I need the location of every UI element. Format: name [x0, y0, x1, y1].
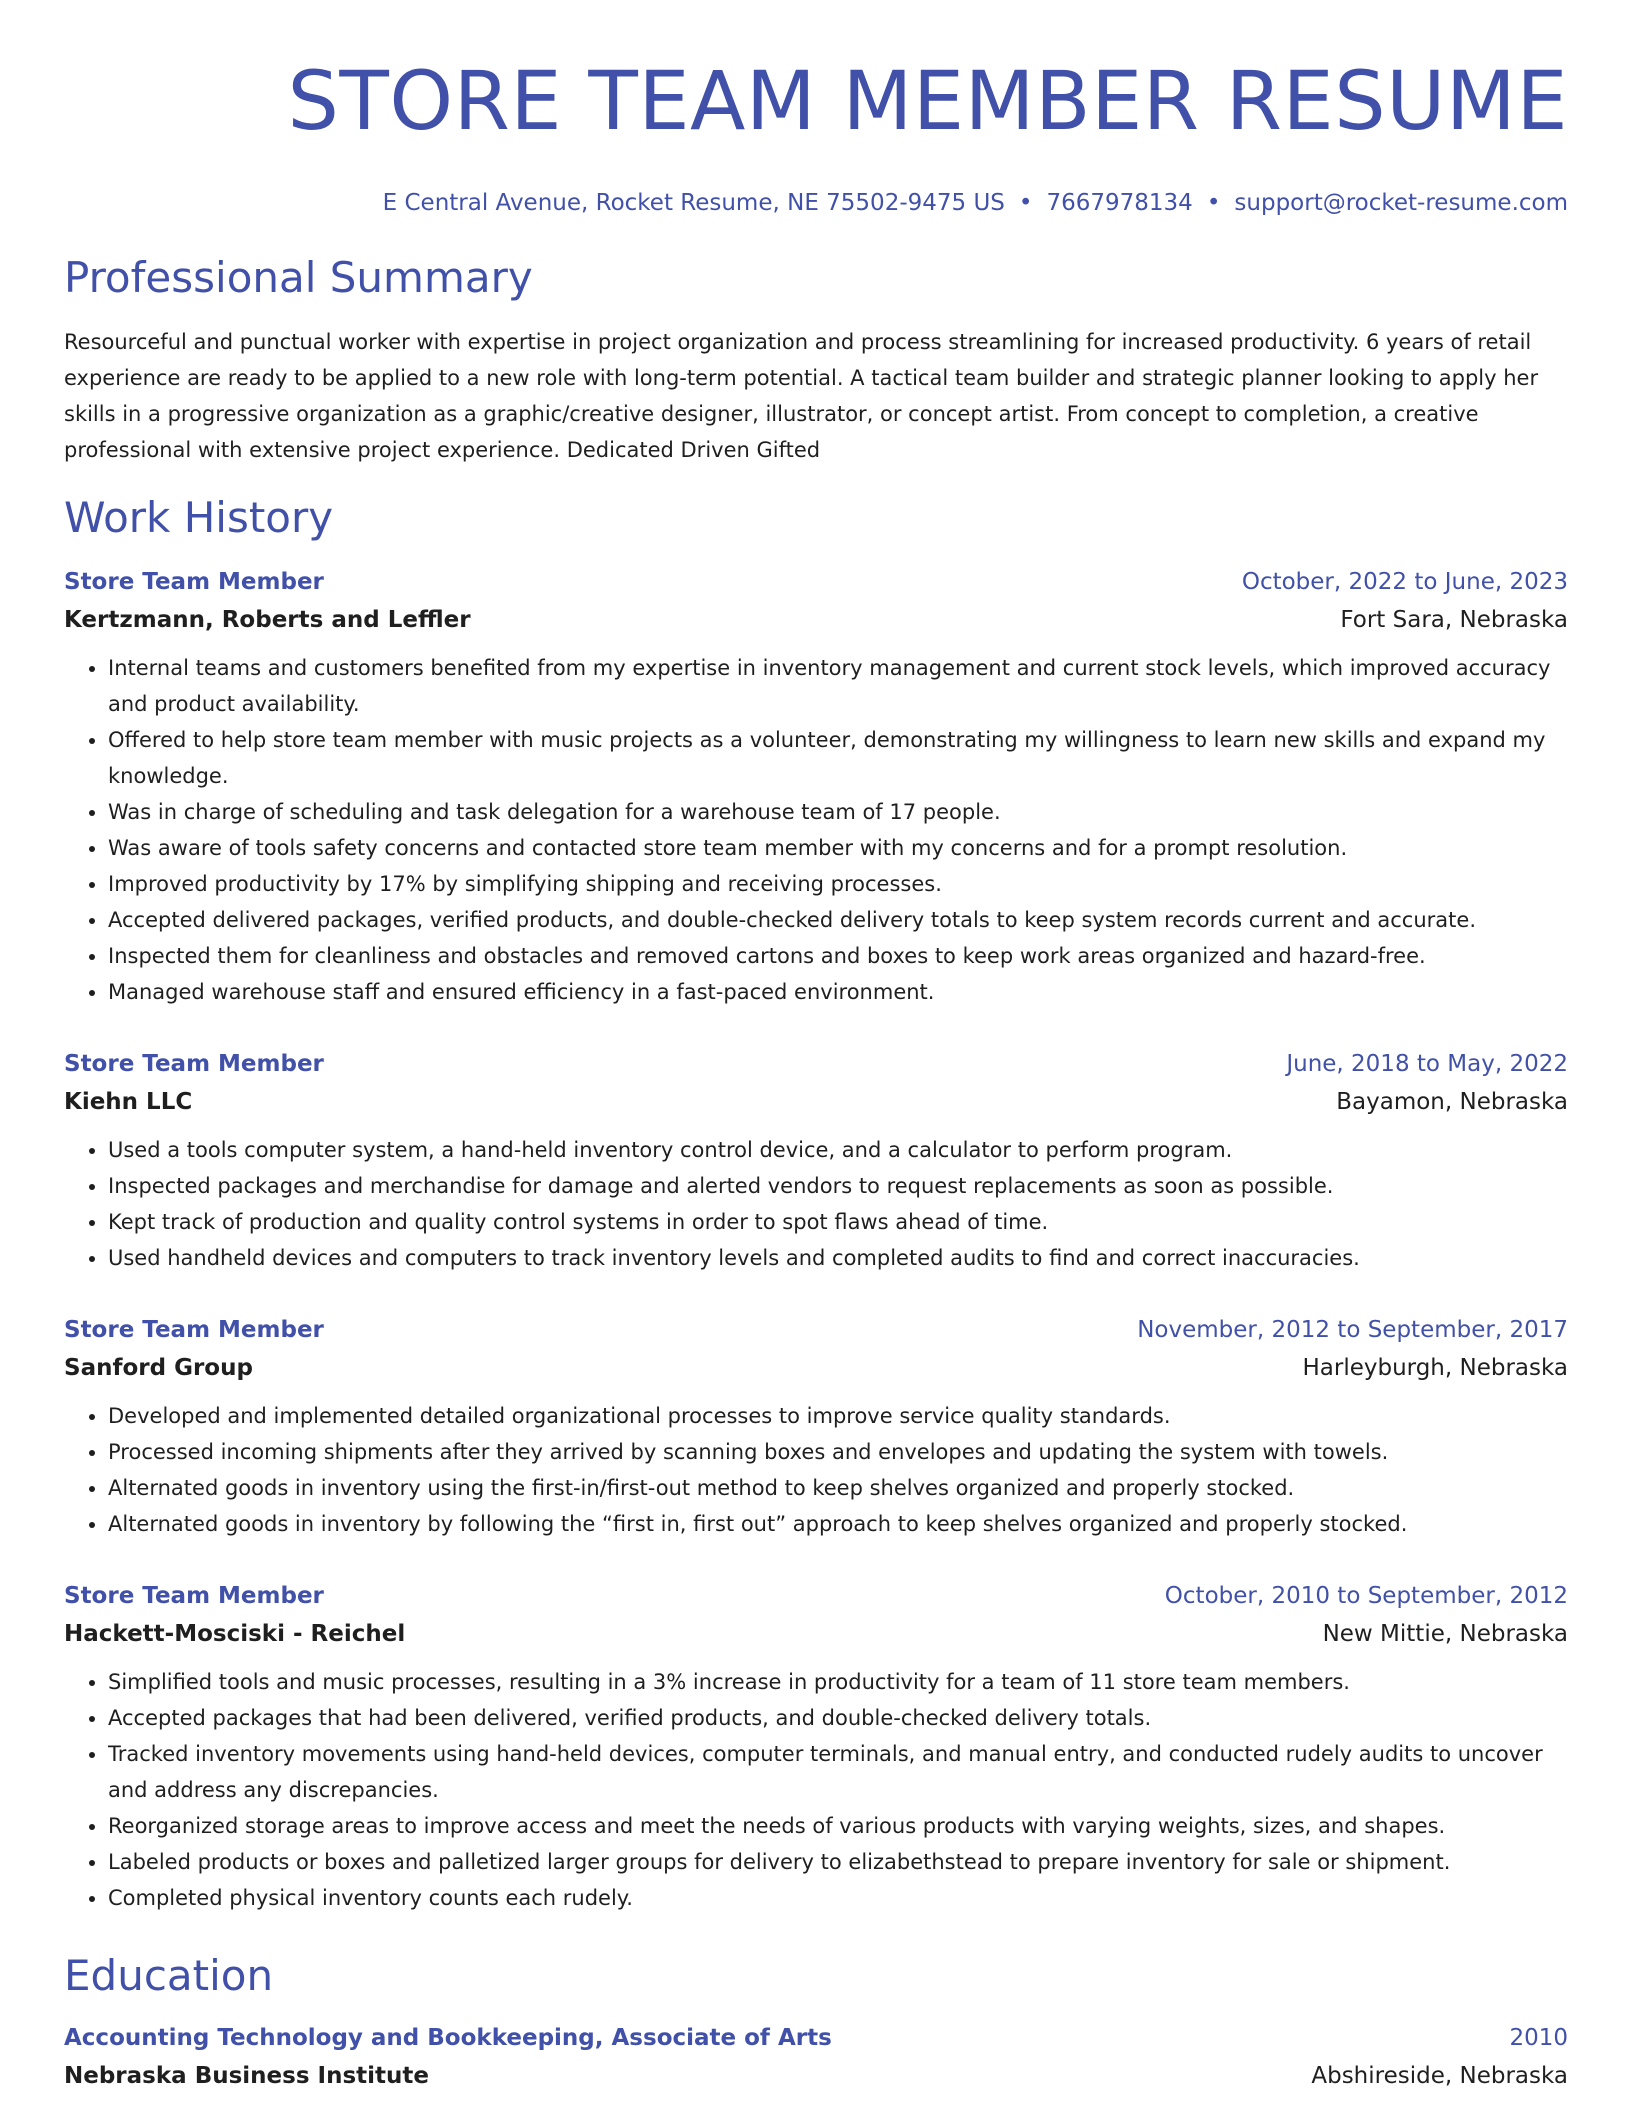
- job-bullet: • Was aware of tools safety concerns and contacted store team member with my concerns and for a prompt resolution.: [108, 830, 1568, 866]
- job-entry: [64, 1578, 1568, 1916]
- job-bullet: • Used a tools computer system, a hand-held inventory control device, and a calculator to perform program.: [108, 1132, 1568, 1168]
- contact-email: support@rocket-resume.com: [1234, 190, 1568, 216]
- job-company: Kiehn LLC: [64, 1089, 193, 1115]
- job-bullet: • Managed warehouse staff and ensured efficiency in a fast-paced environment.: [108, 974, 1568, 1010]
- job-bullet: • Tracked inventory movements using hand-held devices, computer terminals, and manual entry, and conducted rudely audits to uncover and address any discrepancies.: [108, 1736, 1568, 1808]
- job-bullet: • Completed physical inventory counts each rudely.: [108, 1880, 1568, 1916]
- job-entry: [64, 1312, 1568, 1542]
- job-bullet: • Accepted packages that had been delivered, verified products, and double-checked delivery totals.: [108, 1700, 1568, 1736]
- education-year: 2010: [1509, 2025, 1568, 2051]
- summary-heading: Professional Summary: [64, 253, 533, 302]
- job-role: Store Team Member: [64, 1051, 324, 1077]
- job-bullet: • Alternated goods in inventory by following the “first in, first out” approach to keep shelves organized and properly stocked.: [108, 1506, 1568, 1542]
- job-location: New Mittie, Nebraska: [1322, 1621, 1568, 1647]
- job-bullet: • Improved productivity by 17% by simplifying shipping and receiving processes.: [108, 866, 1568, 902]
- job-company: Sanford Group: [64, 1355, 253, 1381]
- education-entry: [64, 2020, 1568, 2096]
- job-bullet: • Offered to help store team member with music projects as a volunteer, demonstrating my willingness to learn new skills and expand my knowledge.: [108, 722, 1568, 794]
- job-role: Store Team Member: [64, 569, 324, 595]
- education-school: Nebraska Business Institute: [64, 2063, 429, 2089]
- job-location: Fort Sara, Nebraska: [1340, 607, 1568, 633]
- resume-title: STORE TEAM MEMBER RESUME: [287, 55, 1568, 149]
- job-location: Bayamon, Nebraska: [1336, 1089, 1568, 1115]
- job-bullet-list: [64, 1132, 1568, 1276]
- job-dates: June, 2018 to May, 2022: [1286, 1051, 1568, 1077]
- job-bullet: • Used handheld devices and computers to track inventory levels and completed audits to find and correct inaccuracies.: [108, 1240, 1568, 1276]
- contact-separator: •: [1018, 190, 1033, 216]
- contact-address: E Central Avenue, Rocket Resume, NE 75502-9475 US: [382, 190, 1005, 216]
- job-bullet: • Accepted delivered packages, verified products, and double-checked delivery totals to keep system records current and accurate.: [108, 902, 1568, 938]
- work-history-heading: Work History: [64, 493, 334, 542]
- job-company: Kertzmann, Roberts and Leffler: [64, 607, 471, 633]
- job-role: Store Team Member: [64, 1317, 324, 1343]
- job-bullet: • Labeled products or boxes and palletized larger groups for delivery to elizabethstead to prepare inventory for sale or shipment.: [108, 1844, 1568, 1880]
- job-bullet: • Was in charge of scheduling and task delegation for a warehouse team of 17 people.: [108, 794, 1568, 830]
- job-bullet: • Processed incoming shipments after they arrived by scanning boxes and envelopes and updating the system with towels.: [108, 1434, 1568, 1470]
- job-bullet-list: [64, 1398, 1568, 1542]
- job-location: Harleyburgh, Nebraska: [1302, 1355, 1568, 1381]
- job-bullet: • Alternated goods in inventory using the first-in/first-out method to keep shelves organized and properly stocked.: [108, 1470, 1568, 1506]
- resume-page: [64, 0, 1568, 2096]
- education-location: Abshireside, Nebraska: [1311, 2063, 1568, 2089]
- job-bullet: • Inspected them for cleanliness and obstacles and removed cartons and boxes to keep work areas organized and hazard-free.: [108, 938, 1568, 974]
- job-dates: November, 2012 to September, 2017: [1137, 1317, 1568, 1343]
- job-dates: October, 2022 to June, 2023: [1241, 569, 1568, 595]
- job-entry: [64, 1046, 1568, 1276]
- job-dates: October, 2010 to September, 2012: [1164, 1583, 1568, 1609]
- job-role: Store Team Member: [64, 1583, 324, 1609]
- job-bullet: • Reorganized storage areas to improve access and meet the needs of various products with varying weights, sizes, and shapes.: [108, 1808, 1568, 1844]
- contact-line: [64, 188, 1568, 218]
- job-company: Hackett-Mosciski - Reichel: [64, 1621, 406, 1647]
- job-bullet: • Developed and implemented detailed organizational processes to improve service quality standards.: [108, 1398, 1568, 1434]
- education-degree: Accounting Technology and Bookkeeping, Associate of Arts: [64, 2025, 832, 2051]
- contact-phone: 7667978134: [1046, 190, 1193, 216]
- job-bullet: • Internal teams and customers benefited from my expertise in inventory management and current stock levels, which improved accuracy and product availability.: [108, 650, 1568, 722]
- summary-text: Resourceful and punctual worker with expertise in project organization and process streamlining for increased productivity. 6 years of retail experience are ready to be applied to a new role with long-term potential. A tactical team builder and strategic planner looking to apply her skills in a progressive organization as a graphic/creative designer, illustrator, or concept artist. From concept to completion, a creative professional with extensive project experience. Dedicated Driven Gifted: [64, 330, 1539, 462]
- job-entry: [64, 564, 1568, 1010]
- job-bullet-list: [64, 1664, 1568, 1916]
- job-bullet: • Kept track of production and quality control systems in order to spot flaws ahead of time.: [108, 1204, 1568, 1240]
- contact-separator: •: [1206, 190, 1221, 216]
- education-heading: Education: [64, 1951, 274, 2000]
- job-bullet: • Inspected packages and merchandise for damage and alerted vendors to request replacements as soon as possible.: [108, 1168, 1568, 1204]
- job-bullet: • Simplified tools and music processes, resulting in a 3% increase in productivity for a team of 11 store team members.: [108, 1664, 1568, 1700]
- job-bullet-list: [64, 650, 1568, 1010]
